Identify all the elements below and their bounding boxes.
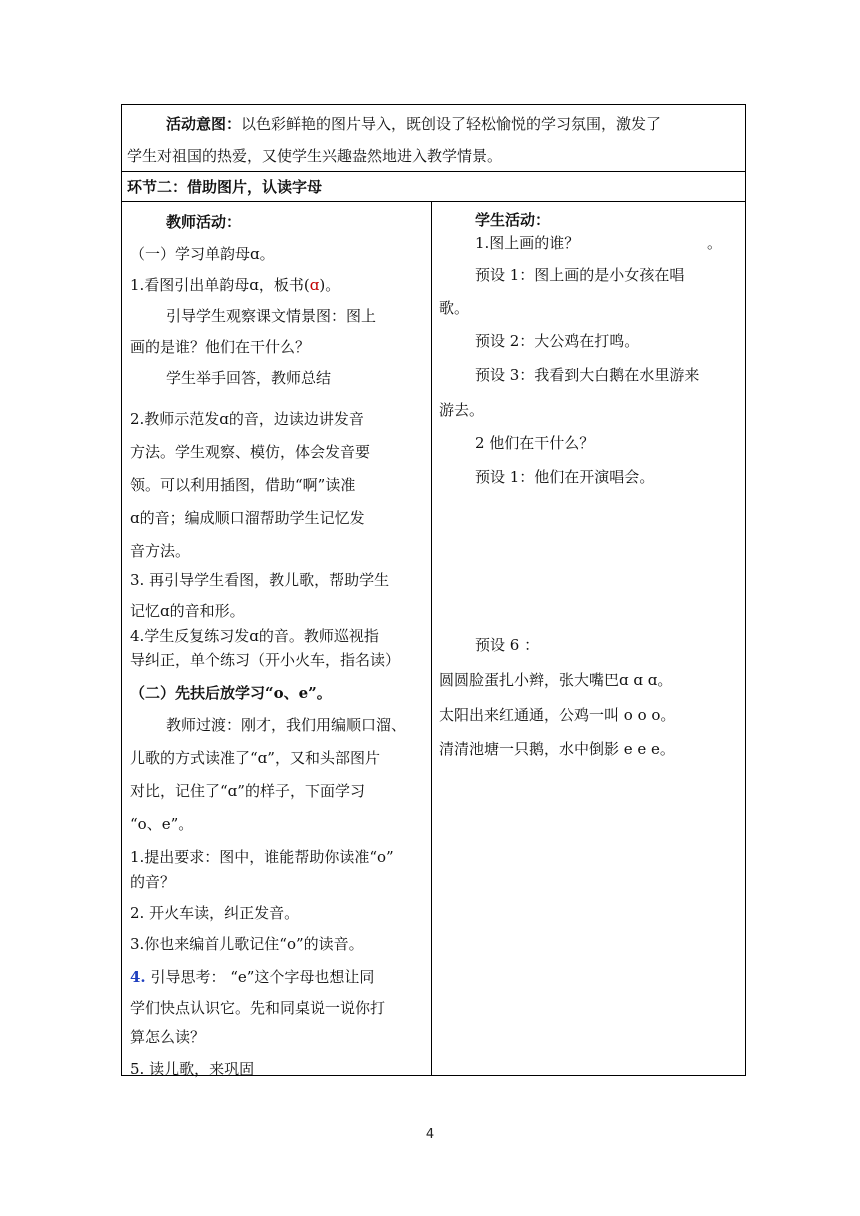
- teacher-line: 儿歌的方式读准了“ɑ”，又和头部图片: [130, 749, 380, 767]
- student-line: 预设 3：我看到大白鹅在水里游来: [475, 366, 700, 384]
- teacher-line: 引导学生观察课文情景图：图上: [166, 307, 377, 325]
- student-line: 预设 6 ：: [475, 636, 540, 654]
- lesson-table: [121, 104, 746, 1076]
- rhyme-line-a: 圆圆脸蛋扎小辫，张大嘴巴ɑ ɑ ɑ。: [439, 671, 673, 689]
- teacher-line: 1.看图引出单韵母ɑ，板书(ɑ)。: [130, 276, 341, 294]
- intent-line-1: 活动意图：以色彩鲜艳的图片导入，既创设了轻松愉悦的学习氛围，激发了: [166, 115, 662, 133]
- student-line-tail: 。: [707, 234, 723, 252]
- section-title: 环节二：借助图片，认读字母: [127, 178, 323, 196]
- row-divider: [122, 171, 745, 172]
- step-number: 4.: [130, 968, 146, 986]
- column-divider: [431, 201, 432, 1075]
- student-line: 预设 1：他们在开演唱会。: [475, 468, 655, 486]
- teacher-line: 3. 再引导学生看图，教儿歌，帮助学生: [130, 571, 390, 589]
- rhyme-line-o: 太阳出来红通通，公鸡一叫 o o o。: [439, 706, 676, 724]
- student-line: 预设 1：图上画的是小女孩在唱: [475, 266, 685, 284]
- teacher-line: ɑ的音；编成顺口溜帮助学生记忆发: [130, 509, 365, 527]
- teacher-line: 领。可以利用插图，借助“啊”读准: [130, 476, 356, 494]
- student-header: 学生活动：: [475, 211, 551, 229]
- teacher-header: 教师活动：: [166, 213, 242, 231]
- row-divider: [122, 201, 745, 202]
- teacher-line: 3.你也来编首儿歌记住“o”的读音。: [130, 935, 364, 953]
- teacher-line: 导纠正，单个练习（开小火车，指名读）: [130, 651, 401, 669]
- intent-label: 活动意图：: [166, 115, 242, 133]
- teacher-line: 音方法。: [130, 542, 191, 560]
- student-line: 预设 2：大公鸡在打鸣。: [475, 332, 640, 350]
- rhyme-line-e: 清清池塘一只鹅，水中倒影 e e e。: [439, 740, 675, 758]
- teacher-line: （一）学习单韵母ɑ。: [130, 245, 275, 263]
- teacher-line: 2. 开火车读，纠正发音。: [130, 904, 300, 922]
- teacher-subsection: （二）先扶后放学习“o、e”。: [130, 684, 332, 702]
- teacher-line: 1.提出要求：图中，谁能帮助你读准“o”: [130, 848, 394, 866]
- teacher-line: 学生举手回答，教师总结: [166, 369, 332, 387]
- teacher-line: 的音？: [130, 873, 176, 891]
- teacher-line: 记忆ɑ的音和形。: [130, 602, 245, 620]
- teacher-line: “o、e”。: [130, 815, 194, 833]
- teacher-line: 对比，记住了“ɑ”的样子，下面学习: [130, 782, 365, 800]
- teacher-line: 算怎么读？: [130, 1028, 206, 1046]
- teacher-line: 方法。学生观察、模仿，体会发音要: [130, 443, 371, 461]
- board-writing: ɑ: [309, 276, 320, 294]
- student-line: 游去。: [439, 401, 485, 419]
- teacher-line: 教师过渡：刚才，我们用编顺口溜、: [166, 716, 407, 734]
- student-line: 歌。: [439, 299, 470, 317]
- teacher-line: 2.教师示范发ɑ的音，边读边讲发音: [130, 410, 364, 428]
- page-number: 4: [425, 1127, 435, 1142]
- intent-line-2: 学生对祖国的热爱，又使学生兴趣盎然地进入教学情景。: [127, 147, 503, 165]
- teacher-line: 4.学生反复练习发ɑ的音。教师巡视指: [130, 627, 379, 645]
- student-line: 2 他们在干什么？: [475, 434, 595, 452]
- student-line: 1.图上画的谁？: [475, 234, 580, 252]
- teacher-line: 5. 读儿歌，来巩固: [130, 1060, 255, 1078]
- teacher-line: 4. 引导思考： “e”这个字母也想让同: [130, 968, 375, 986]
- teacher-line: 学们快点认识它。先和同桌说一说你打: [130, 999, 386, 1017]
- teacher-line: 画的是谁？他们在干什么？: [130, 338, 311, 356]
